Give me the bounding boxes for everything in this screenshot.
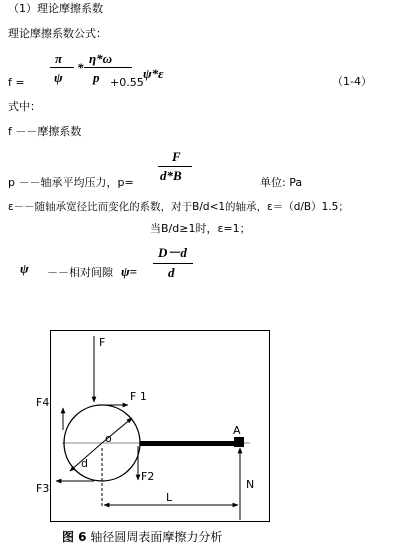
- def-eps: ε－－随轴承宽径比而变化的系数，对于B/d<1的轴承，ε＝（d/B）1.5；: [8, 201, 349, 213]
- label-f3: F3: [36, 482, 50, 495]
- label-n: N: [246, 478, 255, 491]
- def-eps2: 当B/d≥1时，ε=1；: [150, 222, 251, 235]
- label-f1: F 1: [130, 390, 147, 403]
- def-p: p －－轴承平均压力，p=: [8, 176, 134, 189]
- frac3-denominator: d*B: [160, 168, 182, 183]
- frac2-denominator: p: [93, 70, 100, 85]
- psi-symbol: ψ: [20, 261, 29, 276]
- equation-number: （1-4）: [332, 75, 372, 88]
- unit-label: 单位: Pa: [260, 176, 303, 189]
- frac1-line: [50, 67, 74, 68]
- friction-force-diagram: [36, 330, 270, 522]
- label-f4: F4: [36, 396, 50, 409]
- where-label: 式中：: [8, 100, 41, 113]
- figure-caption: [62, 531, 222, 544]
- def-psi: －－相对间隙: [47, 266, 113, 279]
- label-d: d: [81, 457, 88, 470]
- label-l: L: [166, 491, 173, 504]
- section-title: （1）理论摩擦系数: [8, 2, 103, 15]
- times-operator: *: [77, 60, 84, 75]
- tail-term: ψ*ε: [143, 66, 164, 81]
- label-a: A: [233, 424, 241, 437]
- frac1-denominator: ψ: [54, 70, 63, 85]
- frac4-numerator: D－d: [158, 245, 187, 260]
- point-a-block: [234, 437, 244, 447]
- formula-title: 理论摩擦系数公式：: [8, 27, 107, 40]
- frac4-line: [153, 263, 193, 264]
- frac3-line: [158, 166, 192, 167]
- label-o: o: [105, 432, 112, 445]
- caption-number: 图 6: [62, 530, 87, 544]
- label-f2: F2: [141, 470, 155, 483]
- def-f: f －－摩擦系数: [8, 125, 82, 138]
- lever-bar: [140, 441, 236, 446]
- plus-term: +0.55: [110, 76, 144, 89]
- label-f: F: [99, 336, 106, 349]
- frac2-line: [84, 67, 132, 68]
- caption-text: 轴径圆周表面摩擦力分析: [90, 530, 223, 544]
- frac1-numerator: π: [55, 51, 63, 66]
- frac2-numerator: η*ω: [89, 51, 113, 66]
- frac3-numerator: F: [172, 149, 181, 164]
- f-equals: f =: [8, 76, 25, 89]
- psi-equals: ψ=: [121, 264, 138, 279]
- frac4-denominator: d: [168, 265, 175, 280]
